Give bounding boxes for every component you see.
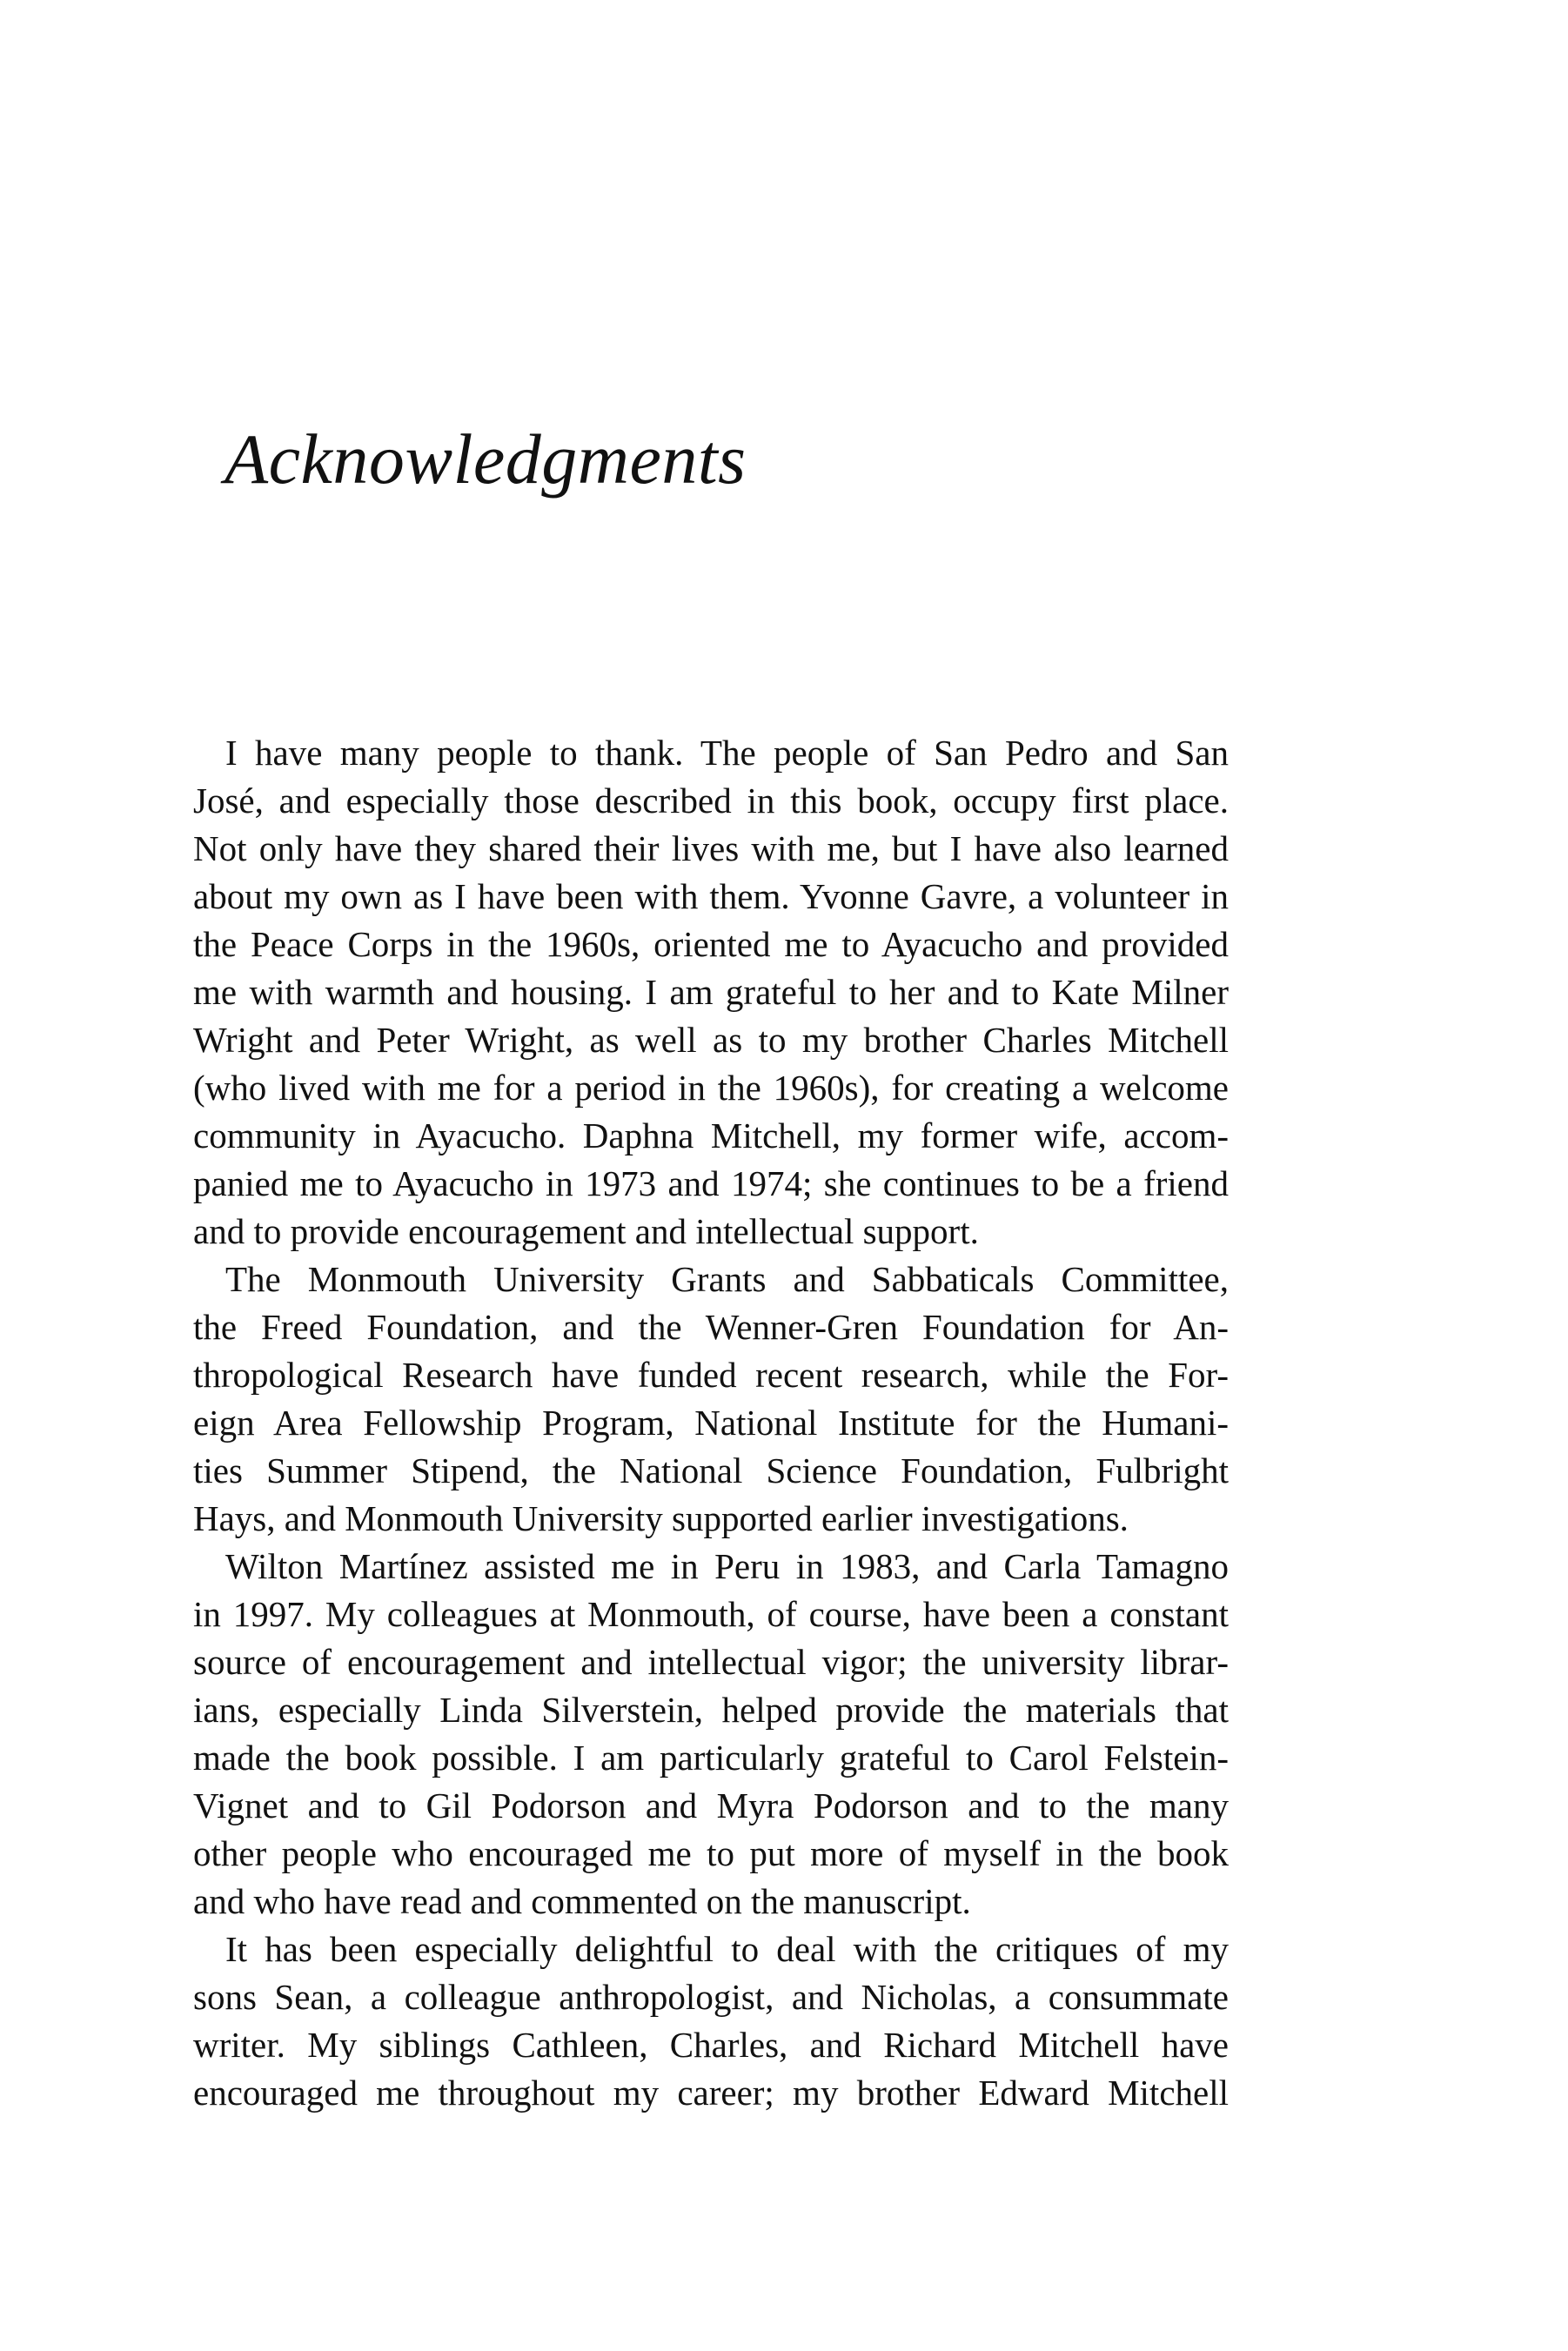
text-line: other people who encouraged me to put more of myself in the book xyxy=(193,1833,1229,1873)
text-line: sons Sean, a colleague anthropologist, and Nicholas, a consummate xyxy=(193,1977,1229,2017)
text-line: in 1997. My colleagues at Monmouth, of course, have been a constant xyxy=(193,1594,1229,1634)
text-line: source of encouragement and intellectual vigor; the university librar- xyxy=(193,1642,1229,1682)
text-line: eign Area Fellowship Program, National Institute for the Humani- xyxy=(193,1403,1229,1443)
text-line: I have many people to thank. The people of San Pedro and San xyxy=(225,733,1229,773)
text-line: about my own as I have been with them. Yvonne Gavre, a volunteer in xyxy=(193,876,1229,916)
text-line: and who have read and commented on the manuscript. xyxy=(193,1881,971,1921)
text-line: ians, especially Linda Silverstein, helped provide the materials that xyxy=(193,1690,1229,1730)
chapter-title: Acknowledgments xyxy=(224,419,747,499)
text-line: panied me to Ayacucho in 1973 and 1974; she continues to be a friend xyxy=(193,1163,1229,1203)
text-line: Wright and Peter Wright, as well as to my brother Charles Mitchell xyxy=(193,1020,1229,1060)
text-line: ties Summer Stipend, the National Science Foundation, Fulbright xyxy=(193,1450,1229,1490)
text-line: me with warmth and housing. I am grateful to her and to Kate Milner xyxy=(193,972,1229,1012)
text-line: (who lived with me for a period in the 1960s), for creating a welcome xyxy=(193,1068,1229,1108)
text-line: Not only have they shared their lives with me, but I have also learned xyxy=(193,828,1229,868)
body-text xyxy=(193,729,1229,2117)
text-line: José, and especially those described in this book, occupy first place. xyxy=(193,780,1229,821)
text-line: the Freed Foundation, and the Wenner-Gren Foundation for An- xyxy=(193,1307,1229,1347)
text-line: writer. My siblings Cathleen, Charles, and Richard Mitchell have xyxy=(193,2025,1229,2065)
text-line: made the book possible. I am particularly grateful to Carol Felstein- xyxy=(193,1738,1229,1778)
text-line: Wilton Martínez assisted me in Peru in 1983, and Carla Tamagno xyxy=(225,1546,1229,1586)
text-line: encouraged me throughout my career; my brother Edward Mitchell xyxy=(193,2073,1229,2113)
text-line: Vignet and to Gil Podorson and Myra Podorson and to the many xyxy=(193,1785,1229,1825)
text-line: the Peace Corps in the 1960s, oriented me to Ayacucho and provided xyxy=(193,924,1229,964)
text-line: and to provide encouragement and intellectual support. xyxy=(193,1211,979,1251)
text-line: community in Ayacucho. Daphna Mitchell, my former wife, accom- xyxy=(193,1115,1229,1155)
text-line: thropological Research have funded recent research, while the For- xyxy=(193,1355,1229,1395)
text-line: It has been especially delightful to deal with the critiques of my xyxy=(225,1929,1229,1969)
text-line: The Monmouth University Grants and Sabbaticals Committee, xyxy=(225,1259,1229,1299)
text-line: Hays, and Monmouth University supported earlier investigations. xyxy=(193,1498,1129,1538)
